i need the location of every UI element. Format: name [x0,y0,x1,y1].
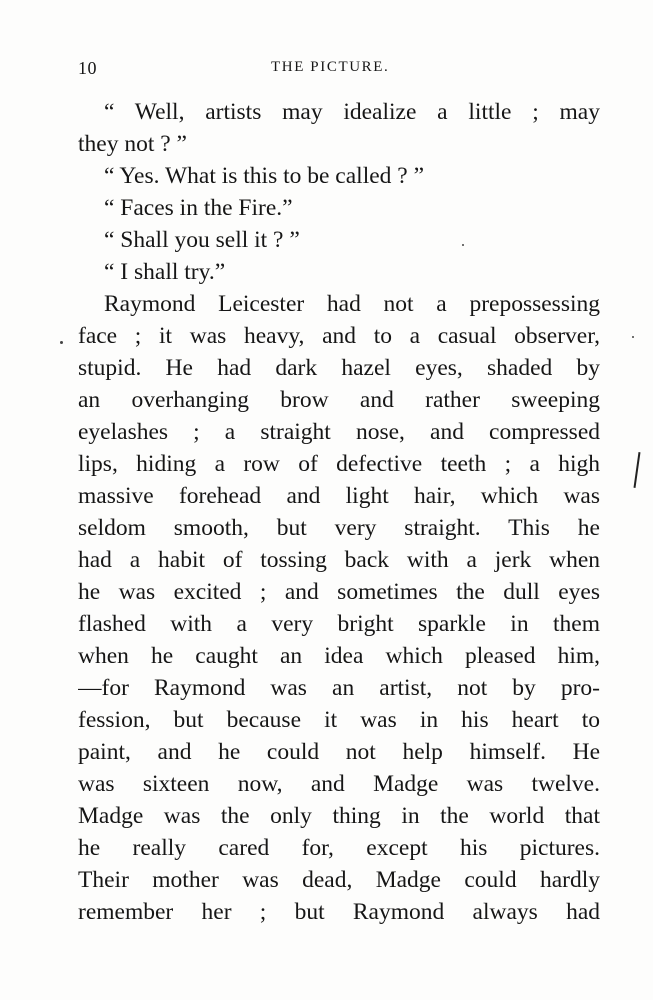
text-line: had a habit of tossing back with a jerk when [78,547,600,573]
text-line: Madge was the only thing in the world that [78,803,600,829]
text-line: Their mother was dead, Madge could hardly [78,867,600,893]
ink-speck [60,341,63,344]
text-line: paint, and he could not help himself. He [78,739,600,765]
margin-mark [634,452,641,488]
text-line: “ Faces in the Fire.” [104,195,293,221]
text-line: “ Well, artists may idealize a little ; may [104,99,600,125]
text-line: was sixteen now, and Madge was twelve. [78,771,600,797]
body-text [78,96,600,928]
text-line: —for Raymond was an artist, not by pro- [78,675,600,701]
ink-speck [632,336,634,338]
page-header [78,58,600,80]
text-line: an overhanging brow and rather sweeping [78,387,600,413]
text-line: lips, hiding a row of defective teeth ; a high [78,451,600,477]
text-line: eyelashes ; a straight nose, and compressed [78,419,600,445]
ink-speck [462,244,464,246]
text-line: he really cared for, except his pictures. [78,835,600,861]
text-line: he was excited ; and sometimes the dull eyes [78,579,600,605]
page-number: 10 [78,58,97,78]
text-line: remember her ; but Raymond always had [78,899,600,925]
text-line: “ Shall you sell it ? ” [104,227,300,253]
text-line: when he caught an idea which pleased him, [78,643,600,669]
text-line: they not ? ” [78,131,187,157]
text-line: seldom smooth, but very straight. This he [78,515,600,541]
text-line: face ; it was heavy, and to a casual observer, [78,323,600,349]
text-line: flashed with a very bright sparkle in them [78,611,600,637]
text-line: Raymond Leicester had not a prepossessing [104,291,600,317]
running-head: THE PICTURE. [271,59,390,75]
text-line: “ Yes. What is this to be called ? ” [104,163,425,189]
text-line: “ I shall try.” [104,259,226,285]
text-line: massive forehead and light hair, which was [78,483,600,509]
text-line: fession, but because it was in his heart to [78,707,600,733]
text-line: stupid. He had dark hazel eyes, shaded by [78,355,600,381]
